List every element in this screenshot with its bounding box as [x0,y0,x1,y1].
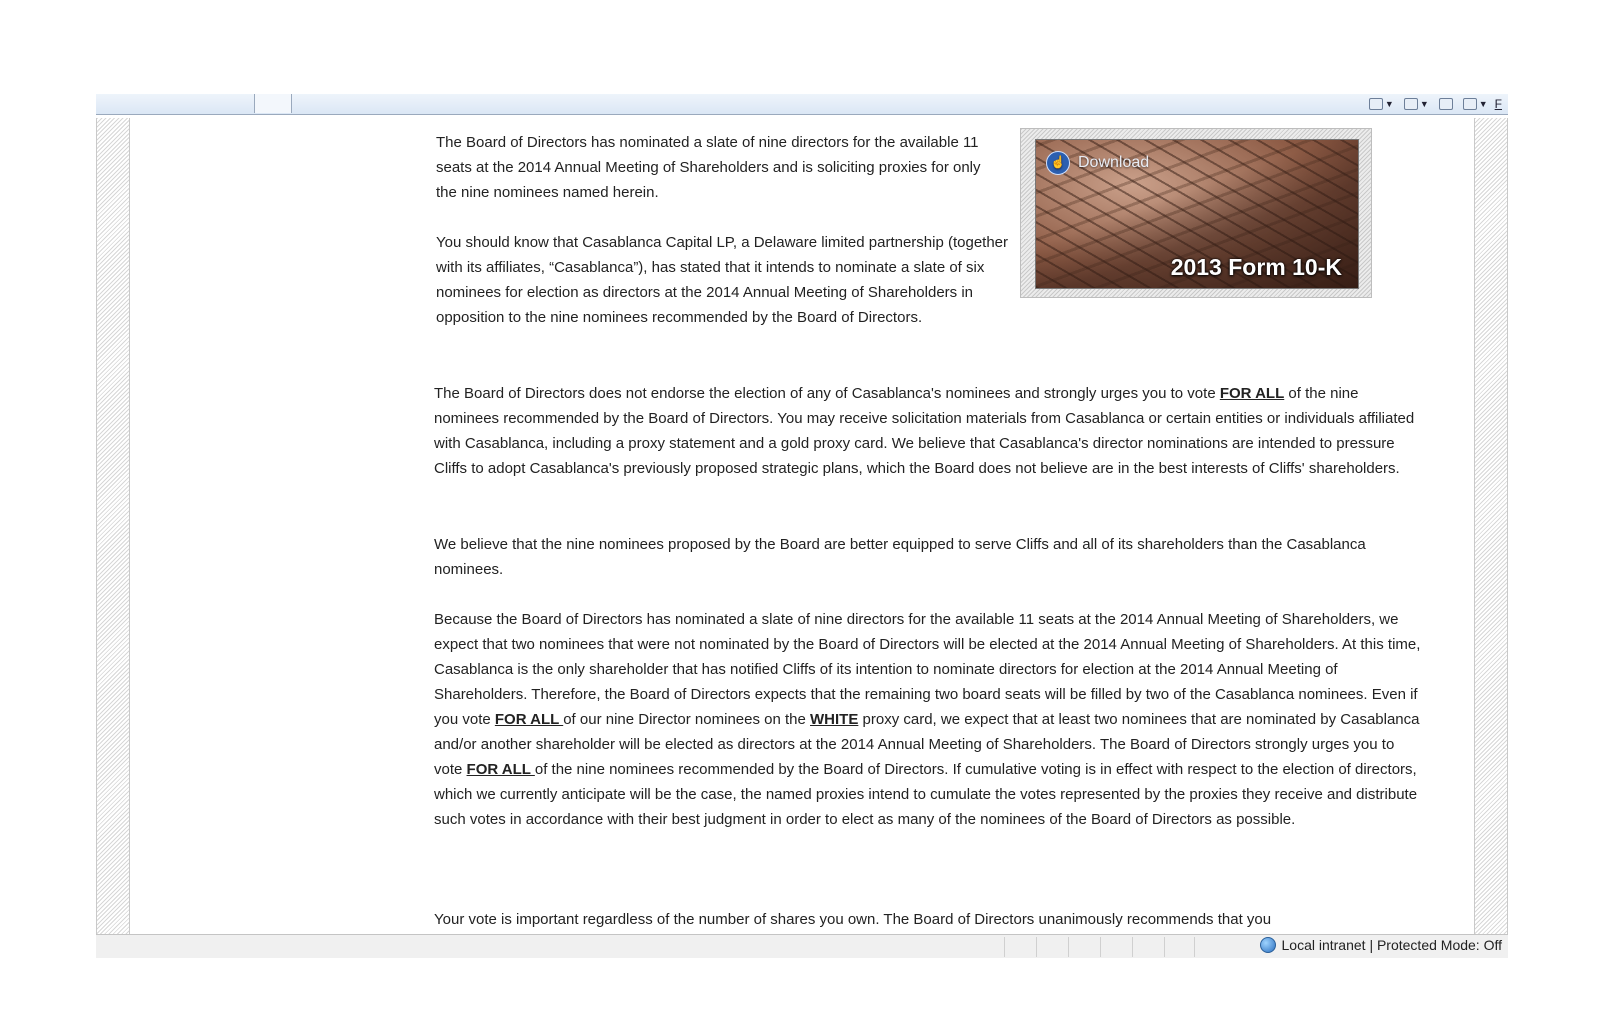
status-divider [1068,937,1069,957]
form-10k-image[interactable] [1035,139,1359,289]
print-button[interactable] [1460,95,1491,112]
security-zone[interactable] [1260,937,1503,953]
paragraph-better-equipped: We believe that the nine nominees proposed by the Board are better equipped to serve Cliffs and all of its shareholders than the Casablanca nominees. [434,536,1366,578]
page-viewport[interactable] [96,118,1508,956]
download-card-title: 2013 Form 10-K [1170,254,1342,280]
status-divider [1132,937,1133,957]
for-all-emphasis: FOR ALL [466,761,535,778]
download-10k-card[interactable] [1020,128,1372,298]
white-emphasis: WHITE [810,711,859,728]
left-margin-pattern [96,118,130,956]
text-span: proxy card, we expect that at least two nominees that are nominated by Casablanca and/or another shareholder will be elected as directors at the 2014 Annual Meeting of Shareholders. The Board of Directors strongly urges you to vote [434,711,1420,778]
text-span: of the nine nominees recommended by the Board of Directors. If cumulative voting is in effect with respect to the election of directors, which we currently anticipate will be the case, the named proxies intend to cumulate the votes represented by the proxies they receive and distribute such votes in accordance with their best judgment in order to elect as many of the nominees of the Board of Directors as possible. [434,761,1418,828]
status-divider [1036,937,1037,957]
hand-pointer-icon: ☝ [1046,151,1070,175]
mail-icon [1439,98,1453,110]
home-button[interactable] [1366,95,1397,112]
text-span: of the nine nominees recommended by the Board of Directors. You may receive solicitation materials from Casablanca or certain entities or individuals affiliated with Casablanca, including a proxy statement and a gold proxy card. We believe that Casablanca's director nominations are intended to pressure Cliffs to adopt Casablanca's previously proposed strategic plans, which the Board does not believe are in the best interests of Cliffs' shareholders. [434,385,1415,477]
status-divider [1164,937,1165,957]
mail-button[interactable] [1436,95,1456,112]
browser-toolbar [96,94,1508,115]
toolbar-tab-stub[interactable] [254,94,292,113]
chevron-down-icon[interactable]: ▼ [1419,98,1429,109]
status-divider [1194,937,1195,957]
status-divider [1100,937,1101,957]
text-span: of our nine Director nominees on the [563,711,811,728]
page-menu-truncated[interactable]: F [1494,96,1502,111]
feeds-icon [1404,98,1418,110]
globe-icon [1260,937,1276,953]
download-badge[interactable] [1046,150,1149,175]
for-all-emphasis: FOR ALL [1219,385,1285,402]
chevron-down-icon[interactable]: ▼ [1384,98,1394,109]
status-bar [96,934,1508,958]
right-margin-pattern [1474,118,1508,956]
home-icon [1369,98,1383,110]
feeds-button[interactable] [1401,95,1432,112]
paragraph-nomination: The Board of Directors has nominated a slate of nine directors for the available 11 seats at the 2014 Annual Meeting of Shareholders and is soliciting proxies for only the nine nominees named herein. [436,134,981,201]
chevron-down-icon[interactable]: ▼ [1478,98,1488,109]
paragraph-casablanca-intent: You should know that Casablanca Capital LP, a Delaware limited partnership (together with its affiliates, “Casablanca”), has stated that it intends to nominate a slate of six nominees for election as directors at the 2014 Annual Meeting of Shareholders in opposition to the nine nominees recommended by the Board of Directors. [436,234,1009,326]
page-content [130,118,1474,956]
paragraph-cumulative-voting [434,607,1424,832]
print-icon [1463,98,1477,110]
text-span: The Board of Directors does not endorse the election of any of Casablanca's nominees and strongly urges you to vote [434,385,1220,402]
command-bar [1366,95,1502,112]
download-label: Download [1078,154,1150,171]
for-all-emphasis: FOR ALL [494,711,564,728]
zone-text: Local intranet | Protected Mode: Off [1281,937,1502,953]
text-span: Because the Board of Directors has nominated a slate of nine directors for the available 11 seats at the 2014 Annual Meeting of Shareholders, we expect that two nominees that were not nominated by the Board of Directors will be elected at the 2014 Annual Meeting of Shareholders. At this time, Casablanca is the only shareholder that has notified Cliffs of its intention to nominate directors for election at the 2014 Annual Meeting of Shareholders. Therefore, the Board of Directors expects that the remaining two board seats will be filled by two of the Casablanca nominees. Even if you vote [434,611,1421,728]
status-divider [1004,937,1005,957]
paragraph-board-recommendation [434,381,1424,481]
paragraph-vote-important: Your vote is important regardless of the number of shares you own. The Board of Directors unanimously recommends that you [434,911,1272,928]
